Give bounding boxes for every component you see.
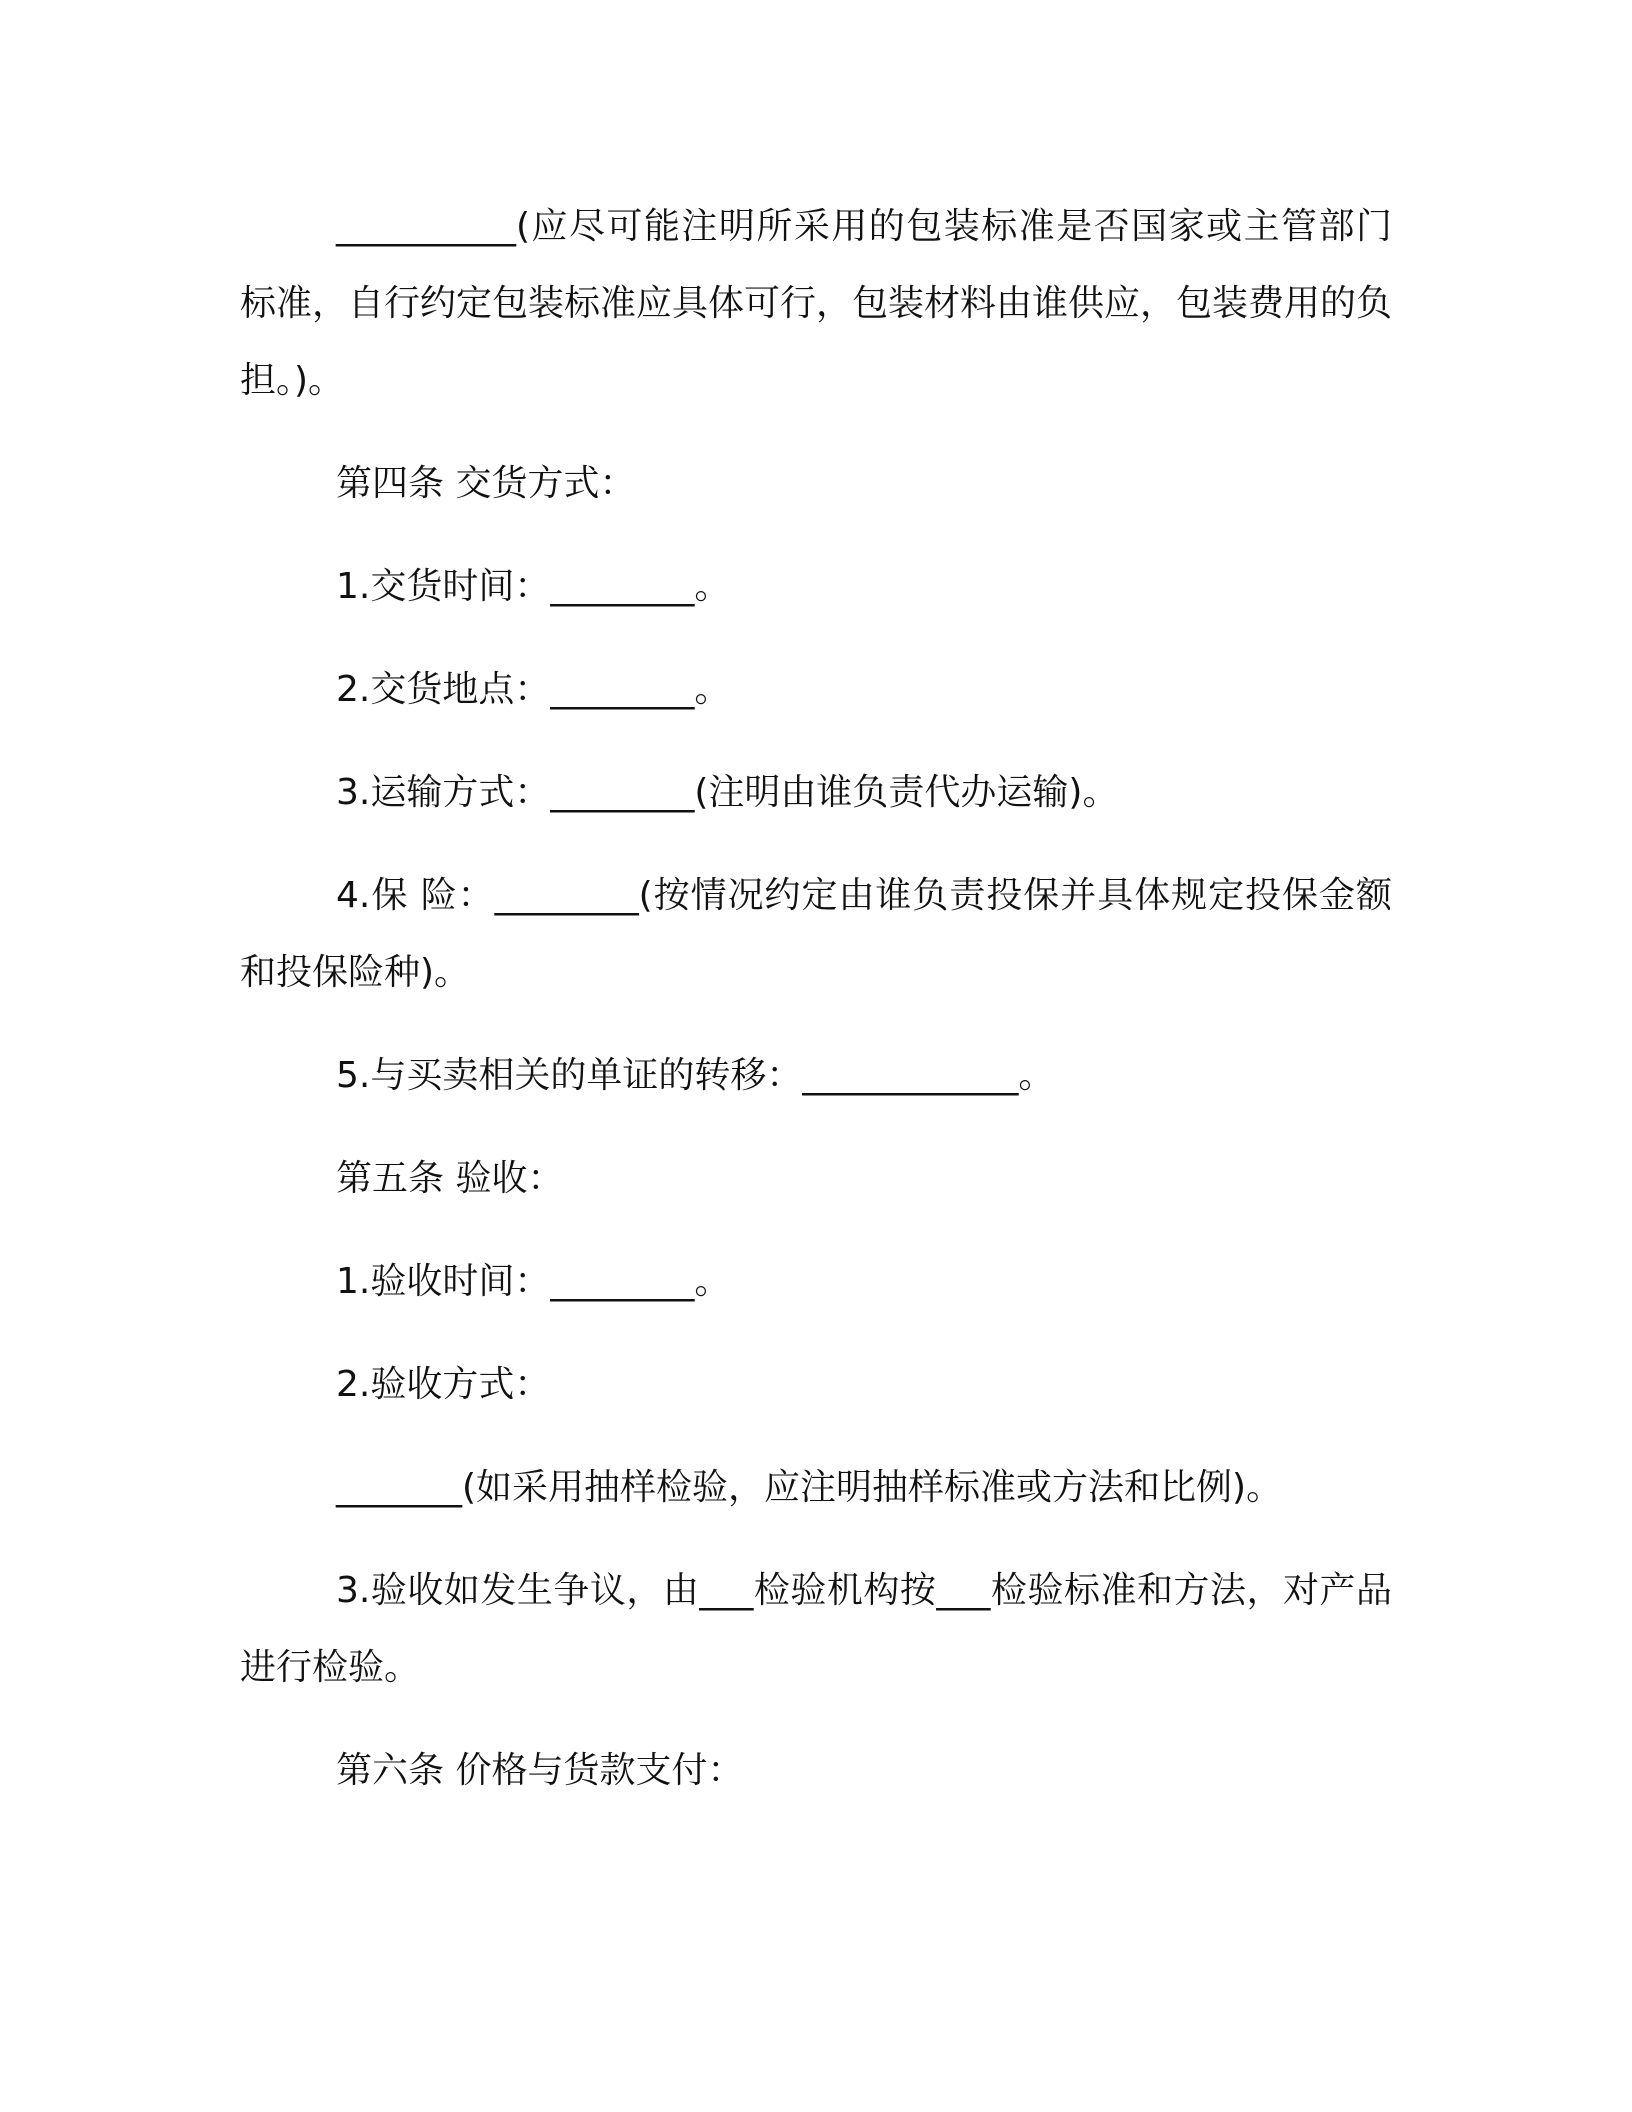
article-4-heading: 第四条 交货方式：: [336, 463, 636, 504]
inspection-dispute-item: 3.验收如发生争议，由___检验机构按___检验标准和方法，对产品进行检验。: [240, 1570, 1392, 1688]
transport-method-item: 3.运输方式：________(注明由谁负责代办运输)。: [336, 772, 1119, 813]
article-6-heading: 第六条 价格与货款支付：: [336, 1750, 744, 1791]
delivery-time-item: 1.交货时间：________。: [336, 566, 731, 607]
packaging-standard-paragraph: __________(应尽可能注明所采用的包装标准是否国家或主管部门标准，自行约定包装标准应具体可行，包装材料由谁供应，包装费用的负担。)。: [240, 206, 1393, 401]
document-body: [240, 188, 1392, 1835]
article-5-heading: 第五条 验收：: [336, 1158, 564, 1199]
insurance-item: 4.保 险：________(按情况约定由谁负责投保并具体规定投保金额和投保险种)。: [240, 875, 1392, 993]
delivery-place-item: 2.交货地点：________。: [336, 669, 731, 710]
sampling-note-item: _______(如采用抽样检验，应注明抽样标准或方法和比例)。: [336, 1467, 1283, 1508]
inspection-time-item: 1.验收时间：________。: [336, 1261, 731, 1302]
inspection-method-item: 2.验收方式：: [336, 1364, 551, 1405]
document-transfer-item: 5.与买卖相关的单证的转移：____________。: [336, 1055, 1055, 1096]
